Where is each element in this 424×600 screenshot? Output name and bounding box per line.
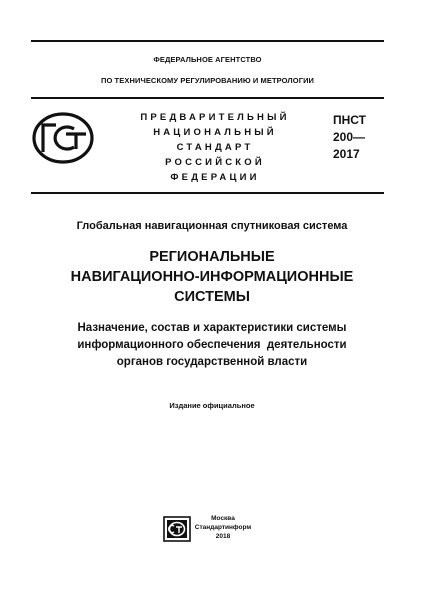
title-rule xyxy=(31,192,384,194)
subtitle-line: органов государственной власти xyxy=(116,356,308,368)
agency-line-1: ФЕДЕРАЛЬНОЕ АГЕНТСТВО xyxy=(153,55,262,64)
standard-type-line: РОССИЙСКОЙ xyxy=(165,157,265,168)
rst-certification-mark-icon xyxy=(32,112,94,164)
designation-code: ПНСТ xyxy=(333,113,366,127)
general-title: Глобальная навигационная спутниковая система xyxy=(76,220,348,232)
standard-designation xyxy=(333,112,383,163)
main-title-line: СИСТЕМЫ xyxy=(174,289,250,305)
edition-label: Издание официальное xyxy=(169,401,255,410)
main-title-line: НАВИГАЦИОННО-ИНФОРМАЦИОННЫЕ xyxy=(70,269,354,285)
publisher-block xyxy=(193,514,253,541)
publisher-name: Стандартинформ xyxy=(194,524,252,531)
header-rule xyxy=(31,97,384,99)
standartinform-logo-icon xyxy=(163,516,191,542)
publisher-year: 2018 xyxy=(215,533,231,540)
designation-year: 2017 xyxy=(333,147,360,161)
agency-line-2: ПО ТЕХНИЧЕСКОМУ РЕГУЛИРОВАНИЮ И МЕТРОЛОГИИ xyxy=(100,76,315,85)
standard-type-block xyxy=(120,110,310,185)
standard-type-line: НАЦИОНАЛЬНЫЙ xyxy=(153,127,277,138)
top-rule xyxy=(31,40,384,42)
standard-type-line: ПРЕДВАРИТЕЛЬНЫЙ xyxy=(140,112,290,123)
designation-number: 200— xyxy=(333,130,366,144)
main-title xyxy=(20,247,404,307)
standard-type-line: ФЕДЕРАЦИИ xyxy=(170,172,260,183)
subtitle xyxy=(20,320,404,371)
standard-type-line: СТАНДАРТ xyxy=(176,142,254,153)
main-title-line: РЕГИОНАЛЬНЫЕ xyxy=(149,249,275,265)
subtitle-line: информационного обеспечения деятельности xyxy=(77,339,347,351)
subtitle-line: Назначение, состав и характеристики системы xyxy=(77,322,347,334)
publisher-city: Москва xyxy=(211,515,235,522)
